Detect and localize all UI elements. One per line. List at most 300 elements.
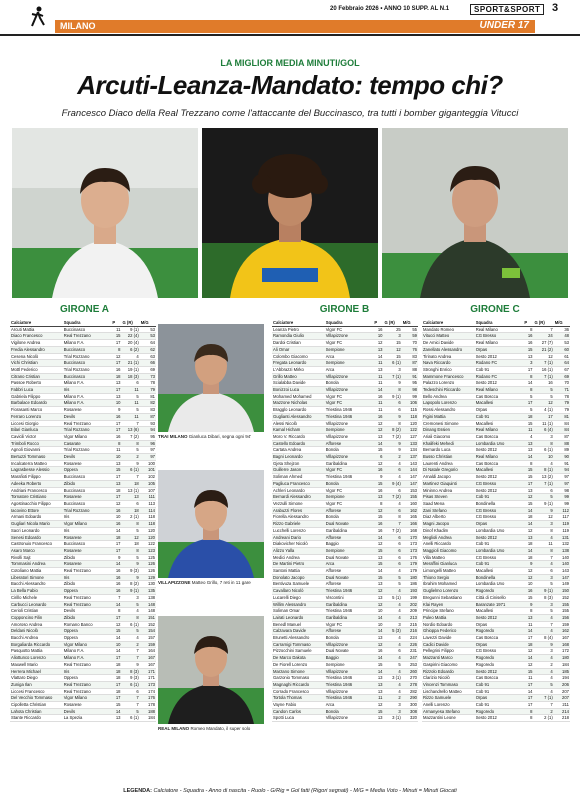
table-row bbox=[272, 655, 418, 662]
table-row bbox=[422, 454, 570, 461]
cell-player: Liberatori Simone bbox=[10, 574, 63, 581]
table-row bbox=[272, 715, 418, 722]
cell-played: 12 bbox=[111, 353, 121, 360]
table-row bbox=[422, 407, 570, 414]
cell-minutes-per-goal: 224 bbox=[402, 635, 418, 642]
cell-minutes-per-goal: 78 bbox=[554, 393, 570, 400]
cell-team: Buccinasco bbox=[63, 541, 112, 548]
cell-player: Calzavara Davide bbox=[272, 628, 325, 635]
cell-team: Trial Rozzano bbox=[63, 427, 112, 434]
cell-played: 14 bbox=[111, 561, 121, 568]
table-row bbox=[10, 641, 156, 648]
cell-minutes-per-goal: 226 bbox=[402, 641, 418, 648]
table-row bbox=[422, 514, 570, 521]
player-photo-mandato-small bbox=[158, 616, 264, 724]
cell-player: Adeeka Roberto bbox=[10, 480, 63, 487]
cell-played: 14 bbox=[523, 521, 533, 528]
table-row bbox=[10, 688, 156, 695]
cell-played: 10 bbox=[523, 581, 533, 588]
cell-player: Lucarelli Diego bbox=[272, 594, 325, 601]
cell-goals: 4 bbox=[384, 568, 402, 575]
cell-team: Bonola bbox=[325, 708, 374, 715]
cell-minutes-per-goal: 162 bbox=[554, 628, 570, 635]
cell-goals: 6 bbox=[384, 547, 402, 554]
cell-played: 14 bbox=[373, 655, 383, 662]
cell-minutes-per-goal: 278 bbox=[402, 681, 418, 688]
table-row bbox=[10, 500, 156, 507]
cell-minutes-per-goal: 155 bbox=[554, 601, 570, 608]
cell-team: Trial Rozzano bbox=[63, 447, 112, 454]
cell-minutes-per-goal: 167 bbox=[140, 655, 156, 662]
cell-player: Cartata Andrea bbox=[272, 447, 325, 454]
cell-minutes-per-goal: 64 bbox=[140, 340, 156, 347]
cell-player: Diakovicher Nicolò bbox=[272, 541, 325, 548]
cell-played: 13 bbox=[373, 554, 383, 561]
cell-player: Bernardo Luca bbox=[422, 447, 475, 454]
cell-played: 17 bbox=[111, 541, 121, 548]
cell-team: CG Bresso bbox=[475, 507, 524, 514]
cell-minutes-per-goal: 180 bbox=[554, 655, 570, 662]
table-row bbox=[272, 480, 418, 487]
table-row bbox=[272, 554, 418, 561]
cell-played: 14 bbox=[111, 648, 121, 655]
cell-minutes-per-goal: 172 bbox=[554, 648, 570, 655]
table-row bbox=[10, 326, 156, 333]
cell-team: Iris bbox=[63, 387, 112, 394]
cell-played: 14 bbox=[523, 547, 533, 554]
table-row bbox=[422, 581, 570, 588]
cell-goals: 6 (1) bbox=[122, 621, 140, 628]
table-row bbox=[10, 534, 156, 541]
table-row bbox=[10, 668, 156, 675]
cell-player: Mammone Francesco bbox=[422, 373, 475, 380]
cell-minutes-per-goal: 179 bbox=[402, 561, 418, 568]
cell-minutes-per-goal: 83 bbox=[402, 353, 418, 360]
cell-team: Città di Cinisello bbox=[475, 594, 524, 601]
cell-played: 8 bbox=[523, 387, 533, 394]
cell-goals: 4 bbox=[533, 628, 553, 635]
cell-team: Vigor Milano bbox=[63, 433, 112, 440]
cell-played: 14 bbox=[111, 635, 121, 642]
cell-team: Oppera bbox=[63, 635, 112, 642]
cell-played: 13 bbox=[523, 447, 533, 454]
cell-goals: 8 (4) bbox=[533, 635, 553, 642]
cell-played: 15 bbox=[373, 574, 383, 581]
cell-minutes-per-goal: 176 bbox=[402, 554, 418, 561]
cell-team: Buccinasco bbox=[63, 487, 112, 494]
col-header-played: P bbox=[373, 320, 383, 326]
cell-played: 16 bbox=[373, 648, 383, 655]
cell-played: 11 bbox=[523, 427, 533, 434]
cell-minutes-per-goal: 99 bbox=[402, 393, 418, 400]
cell-minutes-per-goal: 102 bbox=[140, 474, 156, 481]
cell-player: Incalcaterra Matteo bbox=[10, 460, 63, 467]
cell-minutes-per-goal: 140 bbox=[554, 554, 570, 561]
cell-goals: 6 bbox=[384, 467, 402, 474]
cell-team: Sempione bbox=[325, 360, 374, 367]
cell-minutes-per-goal: 152 bbox=[554, 594, 570, 601]
cell-played: 8 bbox=[111, 346, 121, 353]
cell-goals: 20 (4) bbox=[122, 340, 140, 347]
cell-player: Gaspirini Giacomo bbox=[422, 661, 475, 668]
cell-goals: 7 (2) bbox=[122, 433, 140, 440]
cell-minutes-per-goal: 171 bbox=[140, 675, 156, 682]
cell-team: Vigor Milano bbox=[63, 521, 112, 528]
page-number: 3 bbox=[552, 2, 559, 14]
cell-player: Meglioli Andrea bbox=[422, 534, 475, 541]
cell-played: 13 bbox=[373, 681, 383, 688]
cell-minutes-per-goal: 84 bbox=[554, 420, 570, 427]
cell-minutes-per-goal: 214 bbox=[554, 708, 570, 715]
group-a-title: GIRONE A bbox=[59, 304, 110, 315]
standings-table-group-c bbox=[422, 320, 570, 722]
cell-goals: 4 bbox=[122, 353, 140, 360]
cell-team: Iris bbox=[63, 514, 112, 521]
cell-played: 14 bbox=[373, 353, 383, 360]
cell-player: Lahota Christian bbox=[10, 708, 63, 715]
cell-goals: 21 (1) bbox=[122, 360, 140, 367]
cell-team: Sesto 2012 bbox=[475, 474, 524, 481]
cell-minutes-per-goal: 300 bbox=[402, 702, 418, 709]
table-row bbox=[272, 494, 418, 501]
cell-played: 17 bbox=[111, 420, 121, 427]
cell-played: 18 bbox=[111, 668, 121, 675]
cell-played: 17 bbox=[523, 480, 533, 487]
cell-player: Fabbri Luca bbox=[10, 387, 63, 394]
table-row bbox=[10, 621, 156, 628]
cell-goals: 6 (1) bbox=[122, 467, 140, 474]
table-row bbox=[10, 454, 156, 461]
table-row bbox=[272, 588, 418, 595]
cell-minutes-per-goal: 79 bbox=[140, 387, 156, 394]
table-row bbox=[10, 333, 156, 340]
cell-goals: 3 (1) bbox=[384, 715, 402, 722]
cell-player: Stronghi Enrico bbox=[422, 366, 475, 373]
cell-team: Sesto 2012 bbox=[475, 353, 524, 360]
cell-played: 15 bbox=[111, 333, 121, 340]
legend-text: Calciatore - Squadra - Anno di nascita - Ruolo - G/Rig = Gol fatti (Rigori segnati) - M/G = Media Voto - Minuti = Minuti Giocati bbox=[153, 788, 457, 794]
cell-minutes-per-goal: 64 bbox=[554, 360, 570, 367]
cell-player: Donolato Jacopo bbox=[272, 574, 325, 581]
cell-player: Lucchelli Lorenzo bbox=[272, 527, 325, 534]
cell-team: Devils bbox=[63, 454, 112, 461]
cell-team: Rosarese bbox=[63, 494, 112, 501]
table-row bbox=[272, 487, 418, 494]
cell-goals: 6 bbox=[384, 534, 402, 541]
cell-played: 18 bbox=[523, 514, 533, 521]
cell-minutes-per-goal: 260 bbox=[402, 668, 418, 675]
cell-team: Vigor FC bbox=[325, 340, 374, 347]
cell-player: Principe Stefano bbox=[422, 608, 475, 615]
cell-team: Rogoredo bbox=[475, 661, 524, 668]
cell-played: 13 bbox=[373, 675, 383, 682]
cell-goals: 3 bbox=[384, 333, 402, 340]
cell-player: Tirinato Andrea bbox=[422, 353, 475, 360]
cell-played: 11 bbox=[373, 380, 383, 387]
table-row bbox=[10, 635, 156, 642]
cell-team: Orpas bbox=[475, 695, 524, 702]
cell-goals: 8 (1) bbox=[533, 467, 553, 474]
cell-minutes-per-goal: 101 bbox=[140, 467, 156, 474]
cell-played: 8 bbox=[523, 460, 533, 467]
table-row bbox=[422, 621, 570, 628]
cell-minutes-per-goal: 167 bbox=[554, 635, 570, 642]
cell-goals: 6 bbox=[122, 688, 140, 695]
table-row bbox=[10, 614, 156, 621]
cell-played: 14 bbox=[523, 454, 533, 461]
table-row bbox=[10, 380, 156, 387]
cell-goals: 8 (3) bbox=[533, 594, 553, 601]
cell-minutes-per-goal: 95 bbox=[140, 433, 156, 440]
cell-played: 15 bbox=[373, 708, 383, 715]
table-row bbox=[422, 628, 570, 635]
cell-goals: 4 bbox=[533, 460, 553, 467]
cell-played: 15 bbox=[523, 420, 533, 427]
cell-player: Deldani Nicolò bbox=[10, 628, 63, 635]
cell-played: 17 bbox=[111, 360, 121, 367]
cell-played: 13 bbox=[373, 688, 383, 695]
cell-goals: 17 bbox=[533, 413, 553, 420]
cell-minutes-per-goal: 119 bbox=[554, 521, 570, 528]
cell-goals: 4 (1) bbox=[533, 407, 553, 414]
cell-player: Mazzanti Marco bbox=[422, 655, 475, 662]
cell-goals: 8 bbox=[384, 514, 402, 521]
cell-minutes-per-goal: 81 bbox=[554, 413, 570, 420]
cell-minutes-per-goal: 173 bbox=[140, 681, 156, 688]
cell-player: Busso Christian bbox=[422, 454, 475, 461]
cell-minutes-per-goal: 179 bbox=[402, 568, 418, 575]
cell-player: Rossi Alessandro bbox=[422, 407, 475, 414]
table-row bbox=[10, 581, 156, 588]
cell-player: Fregata Leonardo bbox=[272, 360, 325, 367]
cell-player: Cerioli Cristian bbox=[10, 608, 63, 615]
table-row bbox=[422, 614, 570, 621]
table-row bbox=[272, 454, 418, 461]
cell-team: Rogoredo bbox=[475, 708, 524, 715]
cell-minutes-per-goal: 143 bbox=[554, 568, 570, 575]
cell-minutes-per-goal: 48 bbox=[554, 333, 570, 340]
cell-team: Real Milano bbox=[475, 387, 524, 394]
cell-goals: 4 bbox=[384, 460, 402, 467]
cell-team: Real Trezzano bbox=[63, 594, 112, 601]
table-row bbox=[10, 715, 156, 722]
cell-player: Santoni Mattia bbox=[272, 568, 325, 575]
table-row bbox=[272, 440, 418, 447]
cell-goals: 5 bbox=[122, 447, 140, 454]
cell-goals: 6 bbox=[384, 554, 402, 561]
cell-played: 17 bbox=[111, 494, 121, 501]
cell-player: Palazzo Lorenzo bbox=[422, 380, 475, 387]
cell-player: Spotti Luca bbox=[272, 715, 325, 722]
cell-player: Aliottunco Lorenzo bbox=[10, 655, 63, 662]
cell-team: Villapizzone bbox=[325, 387, 374, 394]
cell-minutes-per-goal: 218 bbox=[554, 715, 570, 722]
table-row bbox=[10, 661, 156, 668]
cell-goals: 7 bbox=[122, 655, 140, 662]
cell-minutes-per-goal: 66 bbox=[140, 360, 156, 367]
col-header-goals: G (R) bbox=[122, 320, 140, 326]
cell-minutes-per-goal: 119 bbox=[554, 527, 570, 534]
cell-minutes-per-goal: 247 bbox=[402, 655, 418, 662]
cell-minutes-per-goal: 60 bbox=[554, 346, 570, 353]
cell-player: Vlattaro Diego bbox=[10, 675, 63, 682]
table-row bbox=[10, 373, 156, 380]
cell-goals: 5 bbox=[122, 554, 140, 561]
cell-player: Vezzulli Simone bbox=[272, 500, 325, 507]
cell-played: 13 bbox=[373, 581, 383, 588]
cell-goals: 3 bbox=[384, 366, 402, 373]
cell-played: 14 bbox=[373, 440, 383, 447]
cell-player: Herrera Michael bbox=[10, 668, 63, 675]
cell-played: 13 bbox=[111, 380, 121, 387]
table-row bbox=[272, 346, 418, 353]
cell-played: 12 bbox=[523, 648, 533, 655]
cell-played: 16 bbox=[373, 413, 383, 420]
cell-team: Triestina 1946 bbox=[325, 588, 374, 595]
cell-minutes-per-goal: 130 bbox=[140, 581, 156, 588]
table-row bbox=[272, 608, 418, 615]
table-row bbox=[422, 500, 570, 507]
table-row bbox=[422, 387, 570, 394]
cell-played: 12 bbox=[523, 568, 533, 575]
cell-played: 12 bbox=[373, 541, 383, 548]
cell-player: Pasquotto Mattia bbox=[10, 648, 63, 655]
cell-played: 15 bbox=[373, 561, 383, 568]
table-row bbox=[272, 326, 418, 333]
cell-minutes-per-goal: 140 bbox=[554, 561, 570, 568]
cell-goals: 3 bbox=[384, 702, 402, 709]
col-header-player: Calciatore bbox=[272, 320, 325, 326]
cell-minutes-per-goal: 213 bbox=[402, 614, 418, 621]
table-row bbox=[10, 407, 156, 414]
cell-player: Fiorasanti Marco bbox=[10, 407, 63, 414]
cell-played: 15 bbox=[373, 661, 383, 668]
cell-player: Cipolletta Christian bbox=[10, 702, 63, 709]
cell-minutes-per-goal: 107 bbox=[140, 487, 156, 494]
cell-player: Bilari Gianluca bbox=[10, 427, 63, 434]
table-row bbox=[10, 340, 156, 347]
table-row bbox=[10, 514, 156, 521]
cell-player: Guglianti Alessandro bbox=[272, 413, 325, 420]
cell-goals: 5 bbox=[122, 407, 140, 414]
cell-played: 12 bbox=[523, 574, 533, 581]
cell-minutes-per-goal: 97 bbox=[554, 474, 570, 481]
cell-team: Arca bbox=[325, 561, 374, 568]
cell-player: Andreani Dario bbox=[272, 534, 325, 541]
table-row bbox=[10, 467, 156, 474]
cell-minutes-per-goal: 106 bbox=[402, 400, 418, 407]
table-row bbox=[422, 507, 570, 514]
cell-team: Arca bbox=[325, 702, 374, 709]
cell-goals: 18 (3) bbox=[122, 373, 140, 380]
cell-goals: 13 (6) bbox=[122, 427, 140, 434]
cell-player: Bonizzoi Luca bbox=[272, 387, 325, 394]
cell-team: Cob 91 bbox=[475, 561, 524, 568]
cell-played: 10 bbox=[111, 514, 121, 521]
cell-player: Iacovino Ettore bbox=[10, 507, 63, 514]
cell-minutes-per-goal: 188 bbox=[140, 708, 156, 715]
cell-team: Vigor Milano bbox=[63, 641, 112, 648]
cell-played: 11 bbox=[111, 326, 121, 333]
cell-player: Clarizio Nicolò bbox=[422, 675, 475, 682]
table-row bbox=[272, 702, 418, 709]
cell-team: Sesto 2012 bbox=[475, 614, 524, 621]
cell-team: Zibido bbox=[63, 614, 112, 621]
cell-team: Zibido bbox=[63, 480, 112, 487]
runner-logo-icon bbox=[30, 6, 46, 28]
table-row bbox=[10, 460, 156, 467]
cell-goals: 9 (1) bbox=[533, 588, 553, 595]
table-row bbox=[422, 433, 570, 440]
cell-minutes-per-goal: 67 bbox=[554, 366, 570, 373]
table-row bbox=[10, 608, 156, 615]
table-row bbox=[272, 675, 418, 682]
cell-played: 17 bbox=[523, 400, 533, 407]
cell-team: Macallesi bbox=[475, 568, 524, 575]
cell-player: De Amici Davide bbox=[422, 340, 475, 347]
cell-team: Villapizzone bbox=[325, 688, 374, 695]
cell-played: 12 bbox=[373, 702, 383, 709]
cell-minutes-per-goal: 135 bbox=[140, 588, 156, 595]
cell-goals: 4 bbox=[384, 688, 402, 695]
cell-player: Senesi Edoardo bbox=[10, 534, 63, 541]
cell-played: 15 bbox=[373, 447, 383, 454]
cell-played: 13 bbox=[111, 480, 121, 487]
cell-goals: 4 bbox=[533, 614, 553, 621]
cell-team: CG Bresso bbox=[475, 333, 524, 340]
cell-minutes-per-goal: 138 bbox=[140, 594, 156, 601]
table-row bbox=[422, 675, 570, 682]
cell-goals: 2 (1) bbox=[122, 514, 140, 521]
cell-minutes-per-goal: 147 bbox=[554, 574, 570, 581]
cell-team: Buccinasco bbox=[63, 346, 112, 353]
cell-player: Zuniga Ilan bbox=[10, 681, 63, 688]
cell-team: Afforese bbox=[325, 507, 374, 514]
cell-minutes-per-goal: 199 bbox=[402, 594, 418, 601]
cell-minutes-per-goal: 152 bbox=[140, 621, 156, 628]
cell-team: CG Bresso bbox=[475, 554, 524, 561]
cell-team: Real Trezzano bbox=[63, 661, 112, 668]
cell-goals: 4 bbox=[533, 675, 553, 682]
table-row bbox=[422, 668, 570, 675]
table-row bbox=[272, 547, 418, 554]
table-row bbox=[272, 561, 418, 568]
table-row bbox=[272, 407, 418, 414]
table-row bbox=[10, 708, 156, 715]
cell-player: Mininno Andrea bbox=[422, 487, 475, 494]
cell-goals: 15 bbox=[384, 353, 402, 360]
cell-played: 15 bbox=[111, 467, 121, 474]
cell-team: Vigor FC bbox=[325, 326, 374, 333]
cell-minutes-per-goal: 61 bbox=[554, 353, 570, 360]
cell-played: 16 bbox=[111, 588, 121, 595]
cell-team: Bondinella bbox=[475, 574, 524, 581]
cell-team: Rogoredo bbox=[475, 655, 524, 662]
cell-goals: 5 bbox=[533, 608, 553, 615]
cell-goals: 8 bbox=[122, 440, 140, 447]
cell-played: 13 bbox=[111, 393, 121, 400]
table-row bbox=[422, 568, 570, 575]
cell-played: 17 bbox=[111, 695, 121, 702]
cell-minutes-per-goal: 138 bbox=[554, 547, 570, 554]
cell-player: Magnaghi Riccardo bbox=[272, 681, 325, 688]
cell-team: Oppera bbox=[63, 628, 112, 635]
cell-goals: 25 bbox=[384, 326, 402, 333]
cell-goals: 6 bbox=[384, 561, 402, 568]
cell-played: 11 bbox=[373, 360, 383, 367]
cell-minutes-per-goal: 133 bbox=[402, 440, 418, 447]
cell-played: 10 bbox=[373, 608, 383, 615]
